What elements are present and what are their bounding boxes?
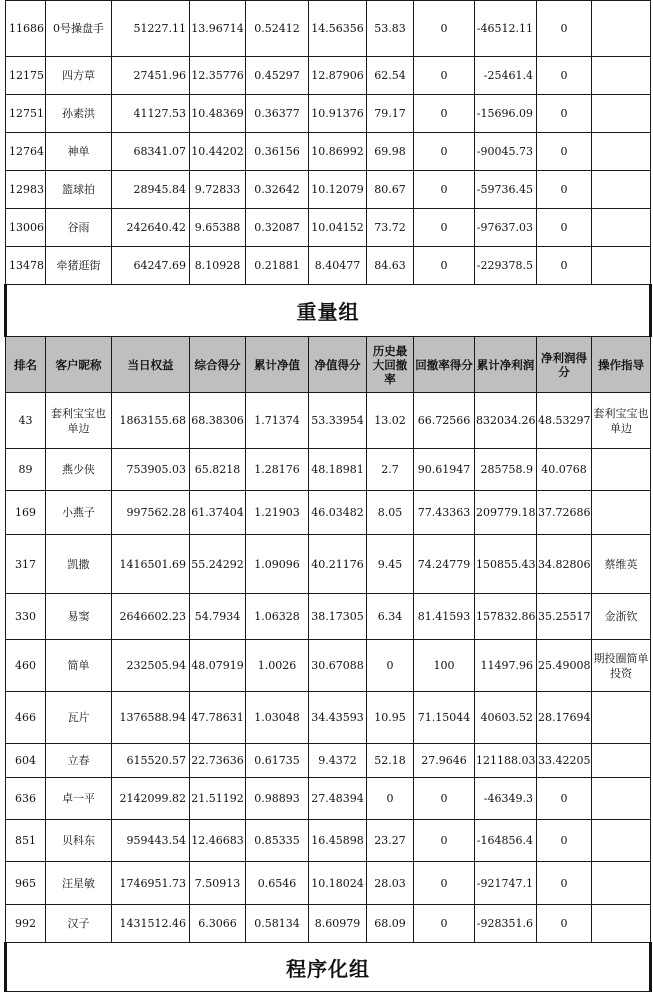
score-cell: 55.24292 — [190, 535, 246, 594]
table-row — [6, 247, 651, 285]
column-header: 操作指导 — [592, 337, 651, 393]
name-cell: 四方草 — [46, 57, 112, 95]
rank-cell: 317 — [6, 535, 46, 594]
score-cell: 21.51192 — [190, 778, 246, 820]
nav-cell: 0.85335 — [246, 820, 309, 862]
net-profit-cell: 150855.43 — [475, 535, 537, 594]
net-profit-cell: -928351.6 — [475, 905, 537, 943]
nav-score-cell: 10.86992 — [309, 133, 367, 171]
max-drawdown-cell: 53.83 — [367, 1, 414, 57]
max-drawdown-cell: 6.34 — [367, 594, 414, 640]
drawdown-score-cell: 0 — [414, 171, 475, 209]
nav-score-cell: 30.67088 — [309, 640, 367, 692]
score-cell: 9.65388 — [190, 209, 246, 247]
guide-cell: 蔡维英 — [592, 535, 651, 594]
profit-score-cell: 0 — [537, 57, 592, 95]
column-header: 净利润得分 — [537, 337, 592, 393]
score-cell: 12.35776 — [190, 57, 246, 95]
profit-score-cell: 0 — [537, 862, 592, 905]
table-row — [6, 594, 651, 640]
guide-cell — [592, 209, 651, 247]
guide-cell — [592, 449, 651, 491]
score-cell: 10.44202 — [190, 133, 246, 171]
score-cell: 68.38306 — [190, 393, 246, 449]
nav-score-cell: 12.87906 — [309, 57, 367, 95]
drawdown-score-cell: 90.61947 — [414, 449, 475, 491]
drawdown-score-cell: 0 — [414, 1, 475, 57]
rank-cell: 604 — [6, 744, 46, 778]
net-profit-cell: 157832.86 — [475, 594, 537, 640]
score-cell: 10.48369 — [190, 95, 246, 133]
column-header: 累计净值 — [246, 337, 309, 393]
profit-score-cell: 0 — [537, 820, 592, 862]
score-cell: 9.72833 — [190, 171, 246, 209]
name-cell: 易窦 — [46, 594, 112, 640]
rank-cell: 965 — [6, 862, 46, 905]
column-header: 客户昵称 — [46, 337, 112, 393]
nav-score-cell: 48.18981 — [309, 449, 367, 491]
score-cell: 54.7934 — [190, 594, 246, 640]
net-profit-cell: 11497.96 — [475, 640, 537, 692]
guide-cell — [592, 778, 651, 820]
table-row — [6, 209, 651, 247]
table-row — [6, 744, 651, 778]
nav-cell: 0.6546 — [246, 862, 309, 905]
drawdown-score-cell: 0 — [414, 133, 475, 171]
rank-cell: 169 — [6, 491, 46, 535]
equity-cell: 615520.57 — [112, 744, 190, 778]
equity-cell: 1416501.69 — [112, 535, 190, 594]
table-row — [6, 640, 651, 692]
equity-cell: 68341.07 — [112, 133, 190, 171]
equity-cell: 1746951.73 — [112, 862, 190, 905]
name-cell: 汪星敏 — [46, 862, 112, 905]
column-header: 净值得分 — [309, 337, 367, 393]
rank-cell: 992 — [6, 905, 46, 943]
table-row — [6, 862, 651, 905]
guide-cell: 期投圈简单投资 — [592, 640, 651, 692]
heavy-group-rows — [6, 393, 651, 943]
equity-cell: 242640.42 — [112, 209, 190, 247]
name-cell: 谷雨 — [46, 209, 112, 247]
max-drawdown-cell: 13.02 — [367, 393, 414, 449]
max-drawdown-cell: 73.72 — [367, 209, 414, 247]
profit-score-cell: 0 — [537, 905, 592, 943]
nav-score-cell: 10.12079 — [309, 171, 367, 209]
nav-cell: 0.45297 — [246, 57, 309, 95]
net-profit-cell: -97637.03 — [475, 209, 537, 247]
drawdown-score-cell: 0 — [414, 778, 475, 820]
nav-score-cell: 38.17305 — [309, 594, 367, 640]
guide-cell — [592, 171, 651, 209]
score-cell: 47.78631 — [190, 692, 246, 744]
name-cell: 贝科东 — [46, 820, 112, 862]
rank-cell: 330 — [6, 594, 46, 640]
nav-score-cell: 10.04152 — [309, 209, 367, 247]
profit-score-cell: 48.53297 — [537, 393, 592, 449]
rank-cell: 12175 — [6, 57, 46, 95]
net-profit-cell: -25461.4 — [475, 57, 537, 95]
nav-cell: 0.21881 — [246, 247, 309, 285]
net-profit-cell: -46349.3 — [475, 778, 537, 820]
profit-score-cell: 0 — [537, 778, 592, 820]
max-drawdown-cell: 80.67 — [367, 171, 414, 209]
nav-cell: 0.32087 — [246, 209, 309, 247]
max-drawdown-cell: 28.03 — [367, 862, 414, 905]
drawdown-score-cell: 0 — [414, 57, 475, 95]
net-profit-cell: 832034.26 — [475, 393, 537, 449]
name-cell: 神单 — [46, 133, 112, 171]
table-row — [6, 491, 651, 535]
column-header: 回撤率得分 — [414, 337, 475, 393]
max-drawdown-cell: 0 — [367, 778, 414, 820]
max-drawdown-cell: 79.17 — [367, 95, 414, 133]
net-profit-cell: -90045.73 — [475, 133, 537, 171]
drawdown-score-cell: 0 — [414, 862, 475, 905]
nav-score-cell: 8.60979 — [309, 905, 367, 943]
max-drawdown-cell: 0 — [367, 640, 414, 692]
column-header: 排名 — [6, 337, 46, 393]
guide-cell — [592, 57, 651, 95]
name-cell: 篮球拍 — [46, 171, 112, 209]
profit-score-cell: 37.72686 — [537, 491, 592, 535]
score-cell: 7.50913 — [190, 862, 246, 905]
nav-cell: 0.98893 — [246, 778, 309, 820]
guide-cell — [592, 491, 651, 535]
nav-cell: 0.36377 — [246, 95, 309, 133]
equity-cell: 2646602.23 — [112, 594, 190, 640]
equity-cell: 753905.03 — [112, 449, 190, 491]
rank-cell: 11686 — [6, 1, 46, 57]
column-header: 历史最大回撤率 — [367, 337, 414, 393]
max-drawdown-cell: 23.27 — [367, 820, 414, 862]
table-row — [6, 905, 651, 943]
drawdown-score-cell: 81.41593 — [414, 594, 475, 640]
rank-cell: 13478 — [6, 247, 46, 285]
guide-cell — [592, 247, 651, 285]
guide-cell — [592, 820, 651, 862]
name-cell: 0号操盘手 — [46, 1, 112, 57]
nav-cell: 1.21903 — [246, 491, 309, 535]
nav-cell: 1.28176 — [246, 449, 309, 491]
guide-cell — [592, 1, 651, 57]
guide-cell — [592, 862, 651, 905]
equity-cell: 959443.54 — [112, 820, 190, 862]
net-profit-cell: -921747.1 — [475, 862, 537, 905]
table-row — [6, 778, 651, 820]
profit-score-cell: 35.25517 — [537, 594, 592, 640]
table-row — [6, 133, 651, 171]
name-cell: 凯撒 — [46, 535, 112, 594]
equity-cell: 27451.96 — [112, 57, 190, 95]
nav-cell: 1.09096 — [246, 535, 309, 594]
name-cell: 立春 — [46, 744, 112, 778]
rank-cell: 89 — [6, 449, 46, 491]
name-cell: 汉子 — [46, 905, 112, 943]
name-cell: 简单 — [46, 640, 112, 692]
drawdown-score-cell: 0 — [414, 247, 475, 285]
max-drawdown-cell: 62.54 — [367, 57, 414, 95]
drawdown-score-cell: 0 — [414, 95, 475, 133]
name-cell: 卓一平 — [46, 778, 112, 820]
score-cell: 8.10928 — [190, 247, 246, 285]
guide-cell — [592, 905, 651, 943]
score-cell: 13.96714 — [190, 1, 246, 57]
net-profit-cell: -46512.11 — [475, 1, 537, 57]
profit-score-cell: 0 — [537, 171, 592, 209]
equity-cell: 41127.53 — [112, 95, 190, 133]
max-drawdown-cell: 69.98 — [367, 133, 414, 171]
guide-cell — [592, 692, 651, 744]
nav-cell: 0.52412 — [246, 1, 309, 57]
nav-cell: 1.06328 — [246, 594, 309, 640]
drawdown-score-cell: 0 — [414, 209, 475, 247]
rank-cell: 851 — [6, 820, 46, 862]
max-drawdown-cell: 8.05 — [367, 491, 414, 535]
equity-cell: 1863155.68 — [112, 393, 190, 449]
guide-cell — [592, 744, 651, 778]
drawdown-score-cell: 0 — [414, 905, 475, 943]
ranking-table-container — [4, 0, 649, 992]
net-profit-cell: -59736.45 — [475, 171, 537, 209]
section-row-heavy — [6, 285, 651, 337]
max-drawdown-cell: 84.63 — [367, 247, 414, 285]
rank-cell: 12751 — [6, 95, 46, 133]
nav-score-cell: 16.45898 — [309, 820, 367, 862]
table-row — [6, 393, 651, 449]
rank-cell: 12983 — [6, 171, 46, 209]
drawdown-score-cell: 0 — [414, 820, 475, 862]
max-drawdown-cell: 9.45 — [367, 535, 414, 594]
nav-score-cell: 10.91376 — [309, 95, 367, 133]
section-row-program — [6, 943, 651, 992]
table-row — [6, 95, 651, 133]
equity-cell: 997562.28 — [112, 491, 190, 535]
name-cell: 牵猪逛街 — [46, 247, 112, 285]
guide-cell: 套利宝宝也单边 — [592, 393, 651, 449]
profit-score-cell: 0 — [537, 1, 592, 57]
drawdown-score-cell: 100 — [414, 640, 475, 692]
name-cell: 燕少侠 — [46, 449, 112, 491]
equity-cell: 1431512.46 — [112, 905, 190, 943]
equity-cell: 1376588.94 — [112, 692, 190, 744]
net-profit-cell: 40603.52 — [475, 692, 537, 744]
profit-score-cell: 33.42205 — [537, 744, 592, 778]
name-cell: 瓦片 — [46, 692, 112, 744]
equity-cell: 64247.69 — [112, 247, 190, 285]
equity-cell: 232505.94 — [112, 640, 190, 692]
light-group-rows — [6, 1, 651, 285]
profit-score-cell: 0 — [537, 95, 592, 133]
net-profit-cell: -164856.4 — [475, 820, 537, 862]
profit-score-cell: 28.17694 — [537, 692, 592, 744]
rank-cell: 43 — [6, 393, 46, 449]
equity-cell: 28945.84 — [112, 171, 190, 209]
equity-cell: 2142099.82 — [112, 778, 190, 820]
name-cell: 小燕子 — [46, 491, 112, 535]
max-drawdown-cell: 10.95 — [367, 692, 414, 744]
column-header: 累计净利润 — [475, 337, 537, 393]
nav-cell: 1.03048 — [246, 692, 309, 744]
score-cell: 12.46683 — [190, 820, 246, 862]
max-drawdown-cell: 52.18 — [367, 744, 414, 778]
nav-cell: 0.32642 — [246, 171, 309, 209]
net-profit-cell: -229378.5 — [475, 247, 537, 285]
name-cell: 套利宝宝也单边 — [46, 393, 112, 449]
nav-score-cell: 10.18024 — [309, 862, 367, 905]
ranking-table — [4, 0, 652, 992]
table-row — [6, 1, 651, 57]
nav-score-cell: 34.43593 — [309, 692, 367, 744]
drawdown-score-cell: 74.24779 — [414, 535, 475, 594]
table-row — [6, 171, 651, 209]
max-drawdown-cell: 2.7 — [367, 449, 414, 491]
drawdown-score-cell: 66.72566 — [414, 393, 475, 449]
nav-cell: 0.36156 — [246, 133, 309, 171]
score-cell: 6.3066 — [190, 905, 246, 943]
nav-cell: 0.61735 — [246, 744, 309, 778]
nav-score-cell: 27.48394 — [309, 778, 367, 820]
guide-cell — [592, 95, 651, 133]
table-row — [6, 449, 651, 491]
table-row — [6, 535, 651, 594]
drawdown-score-cell: 27.9646 — [414, 744, 475, 778]
table-row — [6, 57, 651, 95]
nav-score-cell: 8.40477 — [309, 247, 367, 285]
name-cell: 孙素洪 — [46, 95, 112, 133]
rank-cell: 466 — [6, 692, 46, 744]
nav-cell: 0.58134 — [246, 905, 309, 943]
nav-score-cell: 14.56356 — [309, 1, 367, 57]
score-cell: 65.8218 — [190, 449, 246, 491]
net-profit-cell: 285758.9 — [475, 449, 537, 491]
column-header: 综合得分 — [190, 337, 246, 393]
score-cell: 61.37404 — [190, 491, 246, 535]
nav-score-cell: 53.33954 — [309, 393, 367, 449]
nav-score-cell: 40.21176 — [309, 535, 367, 594]
score-cell: 22.73636 — [190, 744, 246, 778]
profit-score-cell: 0 — [537, 133, 592, 171]
rank-cell: 460 — [6, 640, 46, 692]
net-profit-cell: 121188.03 — [475, 744, 537, 778]
net-profit-cell: 209779.18 — [475, 491, 537, 535]
table-row — [6, 692, 651, 744]
guide-cell — [592, 133, 651, 171]
drawdown-score-cell: 77.43363 — [414, 491, 475, 535]
profit-score-cell: 40.0768 — [537, 449, 592, 491]
profit-score-cell: 0 — [537, 209, 592, 247]
score-cell: 48.07919 — [190, 640, 246, 692]
nav-score-cell: 9.4372 — [309, 744, 367, 778]
table-header-row — [6, 337, 651, 393]
rank-cell: 12764 — [6, 133, 46, 171]
table-row — [6, 820, 651, 862]
drawdown-score-cell: 71.15044 — [414, 692, 475, 744]
nav-score-cell: 46.03482 — [309, 491, 367, 535]
nav-cell: 1.0026 — [246, 640, 309, 692]
section-title-heavy: 重量组 — [6, 285, 651, 337]
rank-cell: 13006 — [6, 209, 46, 247]
section-title-program: 程序化组 — [6, 943, 651, 992]
rank-cell: 636 — [6, 778, 46, 820]
profit-score-cell: 0 — [537, 247, 592, 285]
equity-cell: 51227.11 — [112, 1, 190, 57]
profit-score-cell: 25.49008 — [537, 640, 592, 692]
column-header: 当日权益 — [112, 337, 190, 393]
guide-cell: 金浙钦 — [592, 594, 651, 640]
max-drawdown-cell: 68.09 — [367, 905, 414, 943]
net-profit-cell: -15696.09 — [475, 95, 537, 133]
profit-score-cell: 34.82806 — [537, 535, 592, 594]
nav-cell: 1.71374 — [246, 393, 309, 449]
